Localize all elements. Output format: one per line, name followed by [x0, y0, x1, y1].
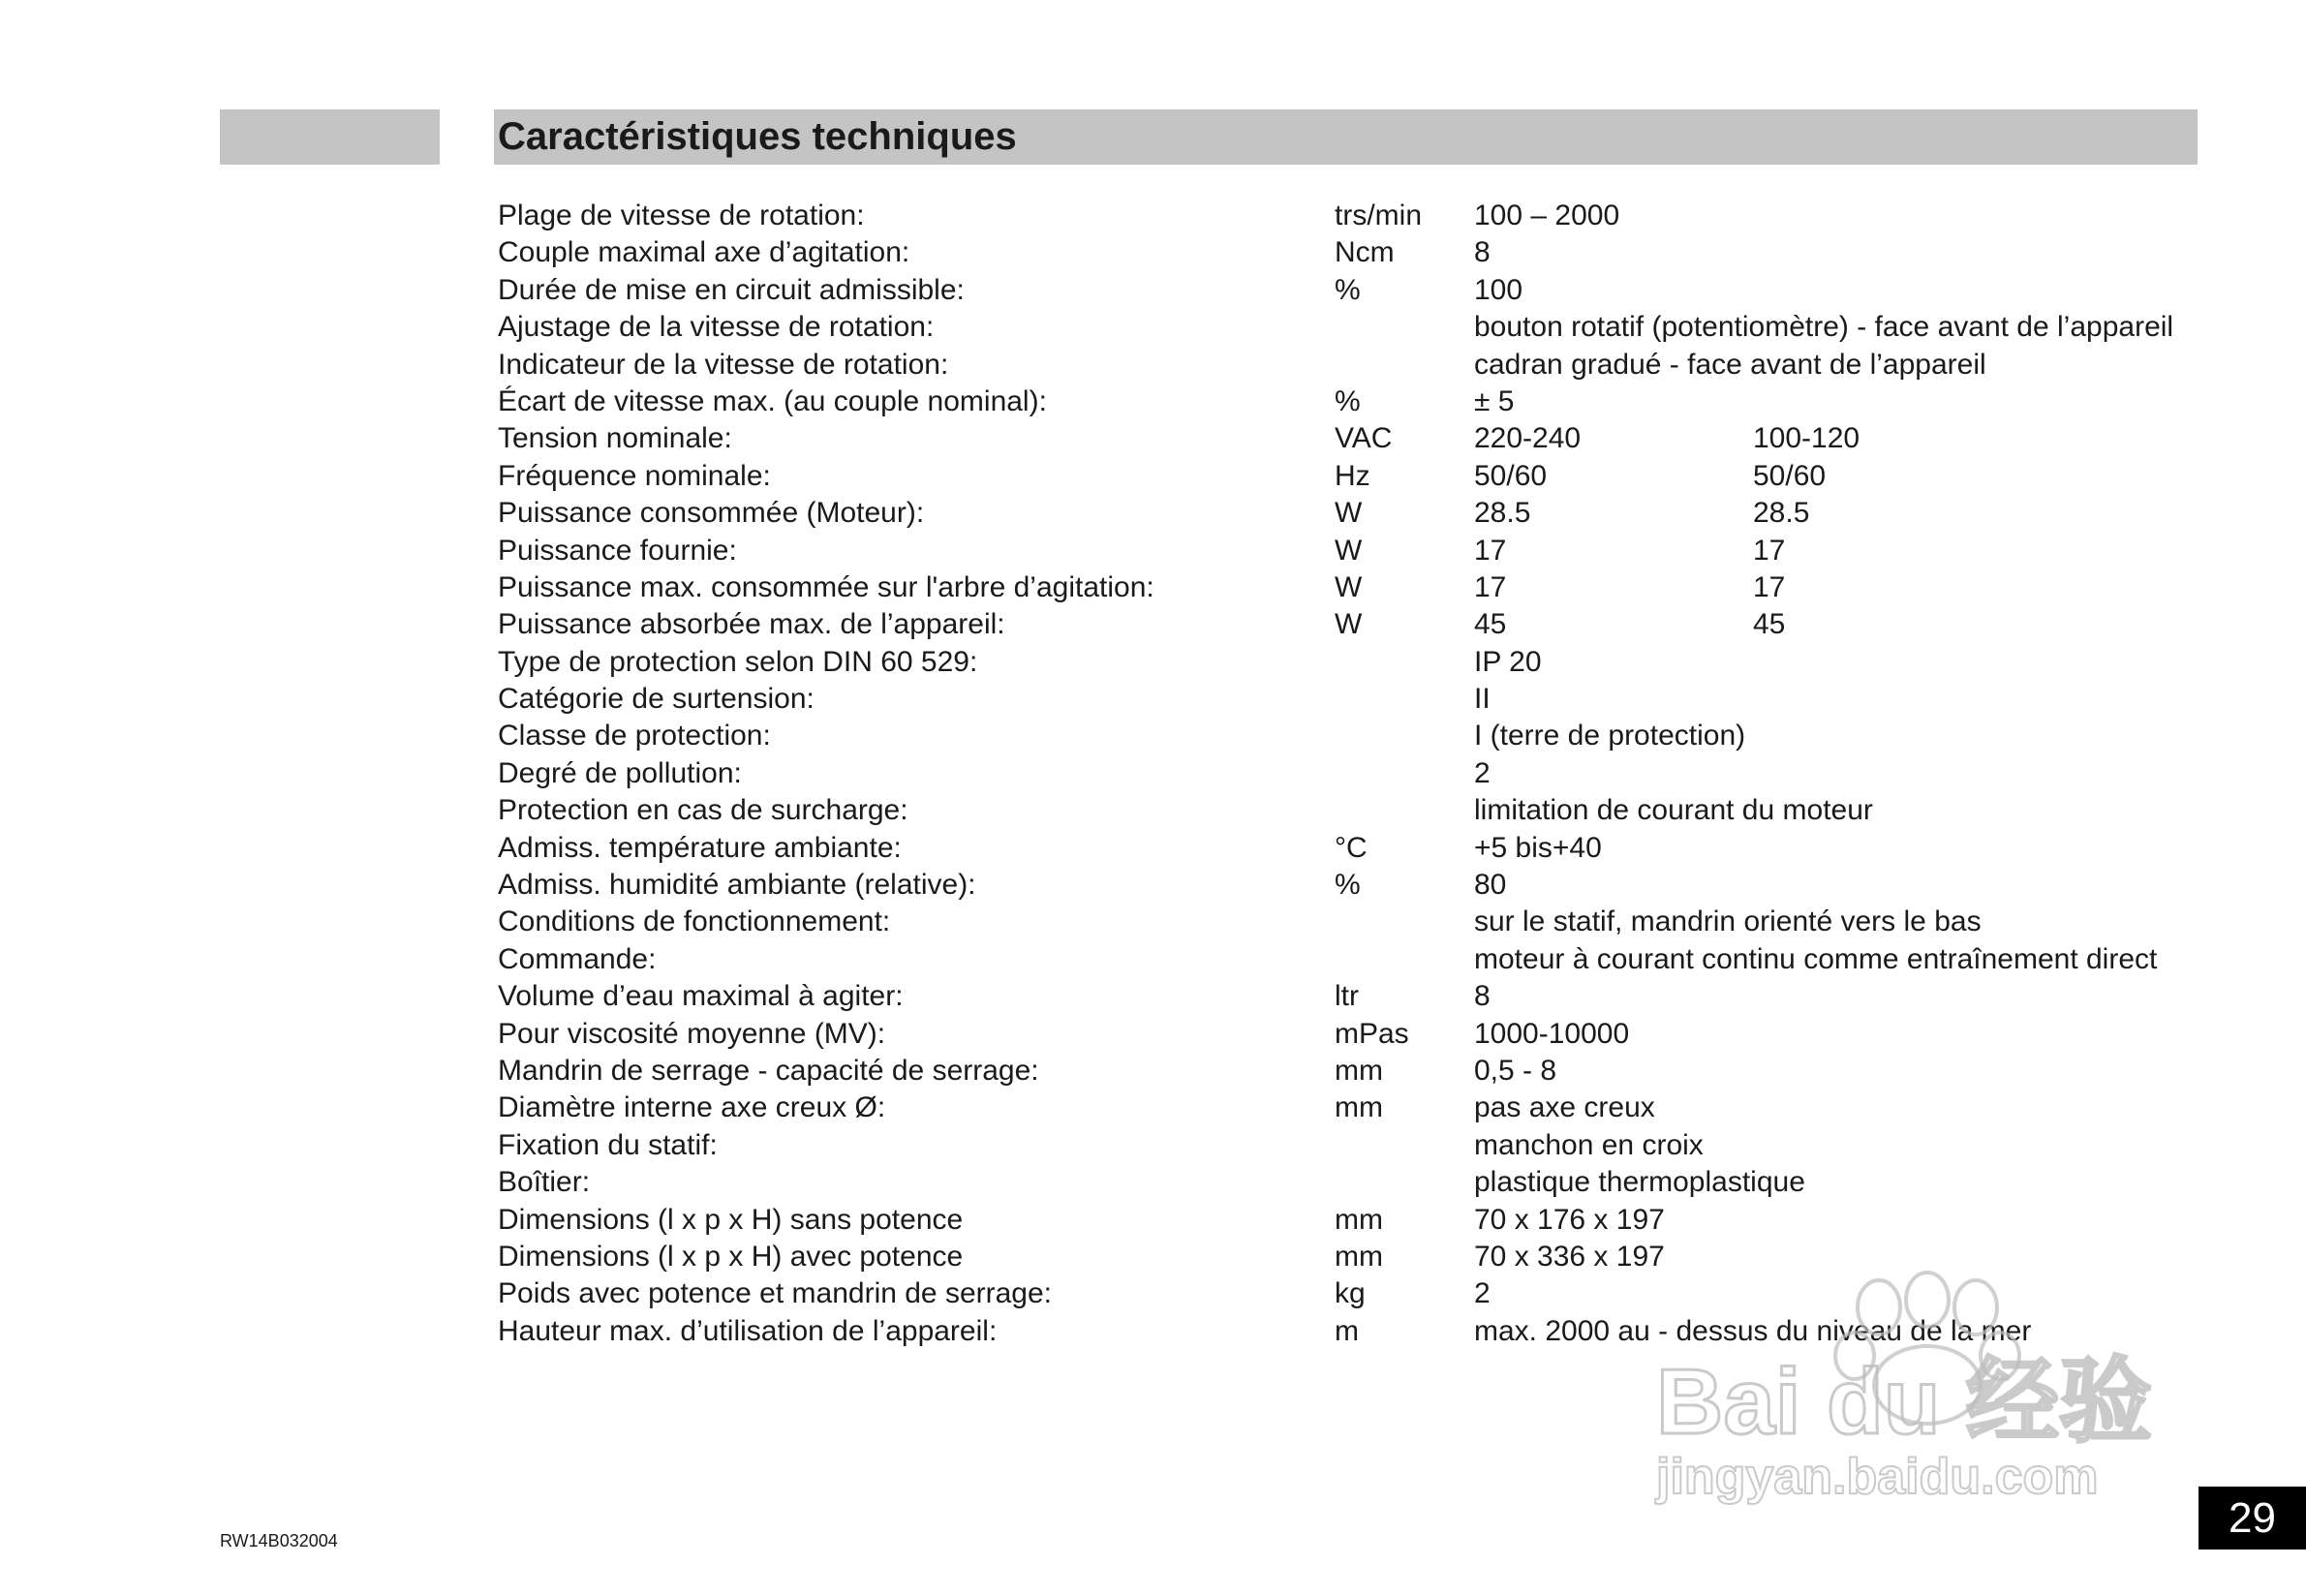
spec-unit: mPas: [1335, 1017, 1409, 1050]
spec-value: sur le statif, mandrin orienté vers le bas: [1474, 905, 1982, 938]
spec-row: [498, 1202, 2202, 1239]
spec-label: Écart de vitesse max. (au couple nominal):: [498, 384, 1047, 417]
spec-row: [498, 569, 2202, 606]
spec-row: [498, 755, 2202, 792]
spec-row: [498, 458, 2202, 495]
spec-value: 1000-10000: [1474, 1017, 1630, 1050]
spec-value: 28.5: [1474, 497, 1531, 530]
spec-label: Degré de pollution:: [498, 756, 742, 789]
spec-value-alt: 17: [1753, 534, 1786, 567]
spec-unit: m: [1335, 1314, 1359, 1347]
spec-row: [498, 904, 2202, 940]
spec-value: 220-240: [1474, 422, 1582, 455]
spec-row: [498, 384, 2202, 420]
spec-value: pas axe creux: [1474, 1091, 1655, 1124]
spec-label: Dimensions (l x p x H) sans potence: [498, 1203, 964, 1236]
spec-row: [498, 495, 2202, 532]
spec-value: 0,5 - 8: [1474, 1054, 1557, 1087]
spec-row: [498, 1127, 2202, 1164]
spec-label: Indicateur de la vitesse de rotation:: [498, 348, 949, 381]
spec-row: [498, 978, 2202, 1015]
spec-value: moteur à courant continu comme entraînement direct: [1474, 942, 2158, 975]
spec-unit: %: [1335, 384, 1361, 417]
spec-unit: °C: [1335, 831, 1368, 864]
spec-value-alt: 17: [1753, 570, 1786, 603]
page-title: Caractéristiques techniques: [498, 115, 1017, 158]
spec-value-alt: 45: [1753, 608, 1786, 641]
spec-row: [498, 644, 2202, 681]
spec-label: Hauteur max. d’utilisation de l’appareil:: [498, 1314, 998, 1347]
spec-unit: W: [1335, 608, 1363, 641]
spec-row: [498, 309, 2202, 346]
spec-row: [498, 606, 2202, 643]
spec-label: Tension nominale:: [498, 422, 732, 455]
spec-unit: %: [1335, 869, 1361, 902]
spec-label: Puissance fournie:: [498, 534, 737, 567]
spec-unit: VAC: [1335, 422, 1393, 455]
spec-value: +5 bis+40: [1474, 831, 1602, 864]
spec-unit: W: [1335, 497, 1363, 530]
spec-label: Plage de vitesse de rotation:: [498, 200, 865, 231]
page-number: 29: [2198, 1487, 2306, 1550]
spec-label: Boîtier:: [498, 1166, 591, 1199]
spec-value: 50/60: [1474, 459, 1548, 492]
spec-label: Catégorie de surtension:: [498, 683, 815, 716]
spec-value: IP 20: [1474, 645, 1542, 678]
spec-unit: mm: [1335, 1203, 1383, 1236]
spec-unit: W: [1335, 534, 1363, 567]
spec-value: 70 x 336 x 197: [1474, 1240, 1665, 1273]
spec-row: [498, 718, 2202, 754]
spec-row: [498, 941, 2202, 978]
side-header-bar: [220, 109, 440, 165]
spec-label: Pour viscosité moyenne (MV):: [498, 1017, 886, 1050]
spec-unit: ltr: [1335, 980, 1359, 1013]
spec-label: Fréquence nominale:: [498, 459, 771, 492]
spec-label: Classe de protection:: [498, 720, 771, 752]
spec-label: Conditions de fonctionnement:: [498, 905, 891, 938]
spec-value-alt: 100-120: [1753, 422, 1860, 455]
spec-value: 80: [1474, 869, 1507, 902]
spec-value: 17: [1474, 570, 1507, 603]
spec-value: I (terre de protection): [1474, 720, 1746, 752]
spec-row: [498, 792, 2202, 829]
spec-label: Protection en cas de surcharge:: [498, 794, 908, 827]
spec-unit: %: [1335, 273, 1361, 306]
watermark-line2: jingyan.baidu.com: [1656, 1449, 2099, 1505]
spec-value: limitation de courant du moteur: [1474, 794, 1873, 827]
spec-unit: Ncm: [1335, 236, 1395, 269]
spec-label: Commande:: [498, 942, 657, 975]
spec-unit: mm: [1335, 1240, 1383, 1273]
spec-value: 8: [1474, 236, 1491, 269]
baidu-watermark-logo: [1637, 1240, 2179, 1530]
spec-label: Type de protection selon DIN 60 529:: [498, 645, 978, 678]
spec-value: 45: [1474, 608, 1507, 641]
spec-row: [498, 272, 2202, 309]
spec-value: 2: [1474, 756, 1491, 789]
spec-value: 100 – 2000: [1474, 200, 1620, 231]
spec-label: Diamètre interne axe creux Ø:: [498, 1091, 886, 1124]
spec-row: [498, 1053, 2202, 1090]
spec-unit: kg: [1335, 1277, 1366, 1310]
spec-label: Admiss. température ambiante:: [498, 831, 902, 864]
spec-row: [498, 1016, 2202, 1053]
spec-row: [498, 681, 2202, 718]
spec-value: 17: [1474, 534, 1507, 567]
spec-value: cadran gradué - face avant de l’appareil: [1474, 348, 1986, 381]
spec-label: Poids avec potence et mandrin de serrage:: [498, 1277, 1053, 1310]
spec-label: Ajustage de la vitesse de rotation:: [498, 311, 935, 344]
spec-value-alt: 50/60: [1753, 459, 1827, 492]
spec-row: [498, 830, 2202, 867]
spec-row: [498, 420, 2202, 457]
watermark-line1: Bai du 经验: [1656, 1350, 2153, 1454]
spec-label: Puissance max. consommée sur l'arbre d’agitation:: [498, 570, 1154, 603]
spec-row: [498, 1090, 2202, 1126]
document-code: RW14B032004: [220, 1531, 338, 1550]
spec-row: [498, 867, 2202, 904]
spec-value: 100: [1474, 273, 1523, 306]
spec-table: [498, 198, 2202, 1350]
spec-label: Puissance absorbée max. de l’appareil:: [498, 608, 1005, 641]
spec-value: 2: [1474, 1277, 1491, 1310]
spec-value: manchon en croix: [1474, 1128, 1704, 1161]
spec-unit: Hz: [1335, 459, 1370, 492]
spec-label: Durée de mise en circuit admissible:: [498, 273, 965, 306]
spec-label: Admiss. humidité ambiante (relative):: [498, 869, 976, 902]
spec-label: Puissance consommée (Moteur):: [498, 497, 925, 530]
spec-unit: mm: [1335, 1091, 1383, 1124]
spec-row: [498, 533, 2202, 569]
spec-value-alt: 28.5: [1753, 497, 1810, 530]
spec-value: bouton rotatif (potentiomètre) - face avant de l’appareil: [1474, 311, 2174, 344]
spec-row: [498, 347, 2202, 384]
spec-row: [498, 198, 2202, 234]
spec-value: ± 5: [1474, 384, 1515, 417]
spec-value: II: [1474, 683, 1491, 716]
spec-unit: W: [1335, 570, 1363, 603]
spec-label: Couple maximal axe d’agitation:: [498, 236, 910, 269]
spec-row: [498, 234, 2202, 271]
spec-label: Mandrin de serrage - capacité de serrage:: [498, 1054, 1039, 1087]
spec-value: max. 2000 au - dessus du niveau de la mer: [1474, 1314, 2032, 1347]
spec-value: plastique thermoplastique: [1474, 1166, 1805, 1199]
spec-label: Dimensions (l x p x H) avec potence: [498, 1240, 964, 1273]
spec-label: Fixation du statif:: [498, 1128, 718, 1161]
spec-label: Volume d’eau maximal à agiter:: [498, 980, 904, 1013]
spec-unit: trs/min: [1335, 200, 1422, 231]
spec-value: 70 x 176 x 197: [1474, 1203, 1665, 1236]
spec-unit: mm: [1335, 1054, 1383, 1087]
spec-row: [498, 1164, 2202, 1201]
spec-value: 8: [1474, 980, 1491, 1013]
